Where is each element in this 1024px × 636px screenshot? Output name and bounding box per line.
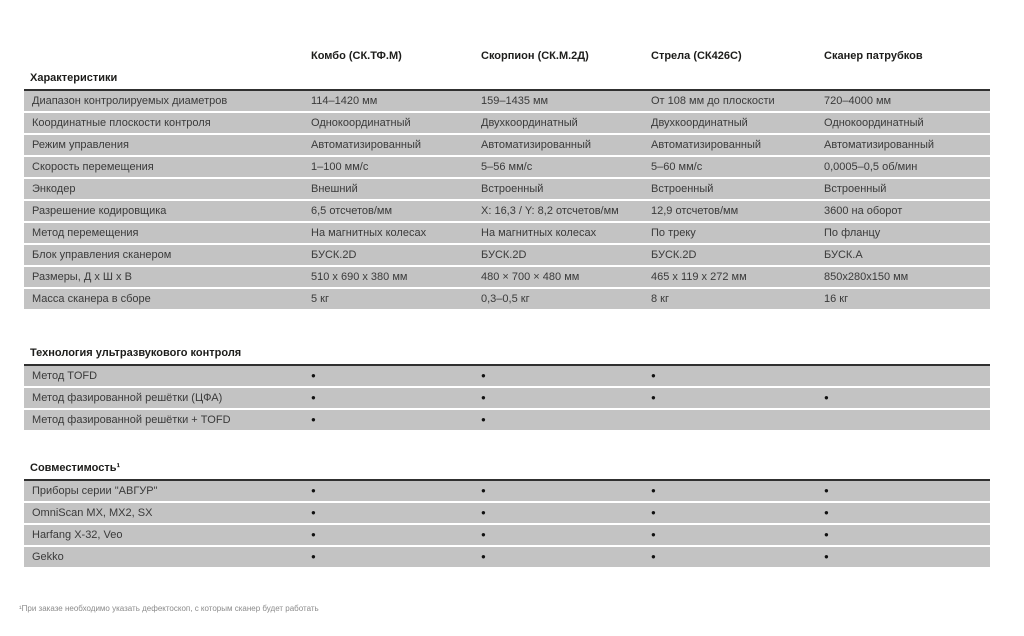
- row-value-col1: ●: [311, 530, 316, 539]
- row-value-col4: 720–4000 мм: [824, 95, 892, 107]
- row-value-col1: Автоматизированный: [311, 139, 422, 151]
- row-value-col4: БУСК.А: [824, 249, 863, 261]
- row-value-col2: 5–56 мм/с: [481, 161, 533, 173]
- row-value-col4: Встроенный: [824, 183, 887, 195]
- section-title: Характеристики: [30, 72, 118, 84]
- row-label: Приборы серии "АВГУР": [32, 485, 158, 497]
- table-row: [24, 267, 990, 289]
- row-value-col4: 0,0005–0,5 об/мин: [824, 161, 918, 173]
- table-row: [24, 525, 990, 547]
- row-value-col2: ●: [481, 486, 486, 495]
- row-label: Блок управления сканером: [32, 249, 172, 261]
- row-label: Метод фазированной решётки + TOFD: [32, 414, 231, 426]
- row-value-col1: 6,5 отсчетов/мм: [311, 205, 393, 217]
- row-value-col2: ●: [481, 393, 486, 402]
- row-value-col4: ●: [824, 486, 829, 495]
- row-label: Координатные плоскости контроля: [32, 117, 211, 129]
- row-value-col3: 465 x 119 x 272 мм: [651, 271, 747, 283]
- row-value-col1: БУСК.2D: [311, 249, 357, 261]
- footnote: ¹При заказе необходимо указать дефектоскоп, с которым сканер будет работать: [19, 604, 319, 613]
- row-value-col3: Автоматизированный: [651, 139, 762, 151]
- row-value-col2: Двухкоординатный: [481, 117, 578, 129]
- row-value-col4: ●: [824, 530, 829, 539]
- row-value-col3: Двухкоординатный: [651, 117, 748, 129]
- row-value-col1: 510 x 690 x 380 мм: [311, 271, 408, 283]
- section-table: [24, 364, 990, 432]
- row-value-col3: ●: [651, 552, 656, 561]
- row-value-col1: ●: [311, 486, 316, 495]
- row-label-header-spacer: [24, 50, 307, 63]
- row-label: Диапазон контролируемых диаметров: [32, 95, 228, 107]
- row-label: Скорость перемещения: [32, 161, 154, 173]
- row-label: Режим управления: [32, 139, 129, 151]
- row-value-col3: От 108 мм до плоскости: [651, 95, 775, 107]
- table-row: [24, 388, 990, 410]
- row-label: Метод фазированной решётки (ЦФА): [32, 392, 223, 404]
- table-row: [24, 547, 990, 569]
- row-value-col4: 16 кг: [824, 293, 849, 305]
- row-label: Метод перемещения: [32, 227, 139, 239]
- row-value-col3: ●: [651, 530, 656, 539]
- section-title: Совместимость¹: [30, 462, 121, 474]
- comparison-table: [24, 50, 990, 569]
- row-value-col1: 114–1420 мм: [311, 95, 378, 107]
- table-row: [24, 179, 990, 201]
- row-value-col2: 480 × 700 × 480 мм: [481, 271, 580, 283]
- row-value-col3: ●: [651, 371, 656, 380]
- row-value-col1: 1–100 мм/с: [311, 161, 369, 173]
- row-value-col4: 850x280x150 мм: [824, 271, 909, 283]
- row-label: Harfang X-32, Veo: [32, 529, 123, 541]
- row-label: Энкодер: [32, 183, 76, 195]
- row-value-col4: 3600 на оборот: [824, 205, 903, 217]
- table-row: [24, 410, 990, 432]
- row-label: Масса сканера в сборе: [32, 293, 151, 305]
- table-row: [24, 201, 990, 223]
- row-value-col1: ●: [311, 552, 316, 561]
- row-value-col3: ●: [651, 508, 656, 517]
- row-value-col2: ●: [481, 371, 486, 380]
- row-value-col2: X: 16,3 / Y: 8,2 отсчетов/мм: [481, 205, 619, 217]
- row-value-col4: ●: [824, 552, 829, 561]
- row-value-col4: По фланцу: [824, 227, 881, 239]
- section-characteristics: [24, 72, 990, 311]
- row-value-col3: 5–60 мм/с: [651, 161, 703, 173]
- table-row: [24, 245, 990, 267]
- section-title: Технология ультразвукового контроля: [30, 347, 242, 359]
- table-row: [24, 503, 990, 525]
- row-label: Разрешение кодировщика: [32, 205, 167, 217]
- row-label: Gekko: [32, 551, 64, 563]
- row-value-col3: ●: [651, 393, 656, 402]
- column-header-skorpion: Скорпион (СК.М.2Д): [481, 50, 589, 62]
- row-value-col4: ●: [824, 393, 829, 402]
- row-value-col1: ●: [311, 393, 316, 402]
- column-header-patrubkov: Сканер патрубков: [824, 50, 923, 62]
- row-label: Метод TOFD: [32, 370, 98, 382]
- row-value-col3: Встроенный: [651, 183, 714, 195]
- row-value-col3: 8 кг: [651, 293, 669, 305]
- column-header-kombo: Комбо (СК.ТФ.М): [311, 50, 402, 62]
- section-compatibility: [24, 462, 990, 569]
- row-value-col1: Внешний: [311, 183, 358, 195]
- table-row: [24, 113, 990, 135]
- row-value-col4: Однокоординатный: [824, 117, 924, 129]
- row-value-col2: БУСК.2D: [481, 249, 527, 261]
- section-table: [24, 479, 990, 569]
- row-value-col2: ●: [481, 415, 486, 424]
- row-value-col2: Автоматизированный: [481, 139, 592, 151]
- row-value-col2: ●: [481, 508, 486, 517]
- row-value-col2: ●: [481, 530, 486, 539]
- row-value-col3: БУСК.2D: [651, 249, 697, 261]
- row-value-col2: На магнитных колесах: [481, 227, 597, 239]
- table-row: [24, 223, 990, 245]
- column-header-row: [24, 50, 990, 63]
- row-value-col1: Однокоординатный: [311, 117, 411, 129]
- row-value-col4: ●: [824, 508, 829, 517]
- row-value-col2: Встроенный: [481, 183, 544, 195]
- row-value-col3: 12,9 отсчетов/мм: [651, 205, 739, 217]
- row-value-col1: На магнитных колесах: [311, 227, 427, 239]
- table-row: [24, 366, 990, 388]
- row-value-col1: ●: [311, 415, 316, 424]
- column-header-strela: Стрела (СК426С): [651, 50, 742, 62]
- row-label: Размеры, Д х Ш х В: [32, 271, 132, 283]
- table-row: [24, 289, 990, 311]
- section-ultrasonic-technology: [24, 347, 990, 432]
- row-value-col2: 0,3–0,5 кг: [481, 293, 530, 305]
- row-value-col2: 159–1435 мм: [481, 95, 549, 107]
- table-row: [24, 481, 990, 503]
- table-row: [24, 135, 990, 157]
- row-label: OmniScan MX, MX2, SX: [32, 507, 153, 519]
- row-value-col3: По треку: [651, 227, 696, 239]
- section-table: [24, 89, 990, 311]
- table-row: [24, 91, 990, 113]
- row-value-col1: ●: [311, 371, 316, 380]
- row-value-col3: ●: [651, 486, 656, 495]
- row-value-col1: 5 кг: [311, 293, 329, 305]
- row-value-col4: Автоматизированный: [824, 139, 935, 151]
- row-value-col1: ●: [311, 508, 316, 517]
- table-row: [24, 157, 990, 179]
- row-value-col2: ●: [481, 552, 486, 561]
